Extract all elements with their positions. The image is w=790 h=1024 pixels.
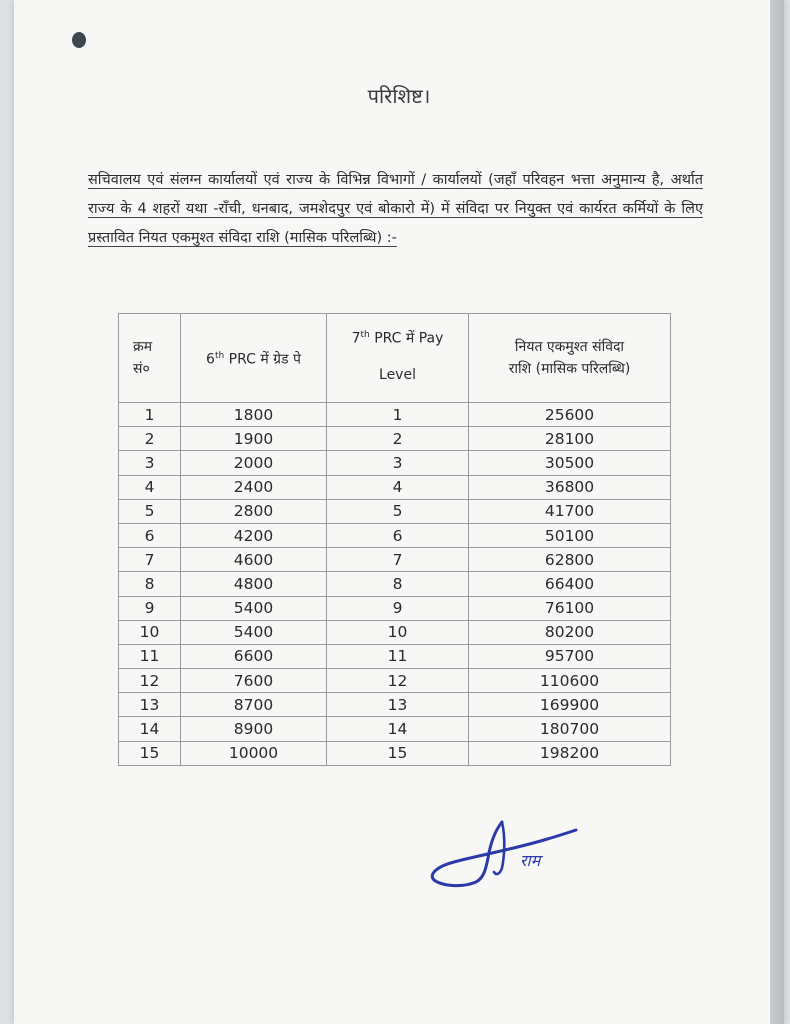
signature-text: राम [520,851,541,870]
table-row [119,499,671,523]
cell-amount: 36800 [469,475,671,499]
header-amount [469,314,671,403]
table-row [119,572,671,596]
cell-pay-level: 9 [327,596,469,620]
cell-amount: 198200 [469,741,671,765]
cell-pay-level: 10 [327,620,469,644]
cell-serial: 1 [119,403,181,427]
cell-grade-pay: 2000 [181,451,327,475]
cell-pay-level: 15 [327,741,469,765]
cell-serial: 14 [119,717,181,741]
cell-pay-level: 4 [327,475,469,499]
cell-pay-level: 6 [327,523,469,547]
header-grade-prefix: 6 [206,351,215,368]
punch-hole [72,32,86,48]
header-serial-line2: सं० [133,361,150,377]
cell-amount: 28100 [469,427,671,451]
cell-grade-pay: 8900 [181,717,327,741]
cell-pay-level: 12 [327,669,469,693]
intro-text: सचिवालय एवं संलग्न कार्यालयों एवं राज्य के विभिन्न विभागों / कार्यालयों (जहाँ परिवहन भत्ता अनुमान्य है, अर्थात राज्य के 4 शहरों यथा -राँची, धनबाद, जमशेदपुर एवं बोकारो में) में संविदा पर नियुक्त एवं कार्यरत कर्मियों के लिए प्रस्तावित नियत एकमुश्त संविदा राशि (मासिक परिलब्धि) :- [88,172,703,246]
cell-serial: 2 [119,427,181,451]
table-row [119,693,671,717]
table-row [119,548,671,572]
cell-grade-pay: 5400 [181,596,327,620]
cell-serial: 12 [119,669,181,693]
cell-pay-level: 7 [327,548,469,572]
header-grade-suffix: PRC में ग्रेड पे [224,351,301,368]
header-amount-line2: राशि (मासिक परिलब्धि) [508,361,631,377]
cell-grade-pay: 4200 [181,523,327,547]
header-amount-line1: नियत एकमुश्त संविदा [514,339,625,355]
table-row [119,475,671,499]
cell-pay-level: 11 [327,644,469,668]
cell-pay-level: 3 [327,451,469,475]
page-edge [770,0,784,1024]
signature [424,810,594,900]
header-grade-sup: th [214,351,225,362]
cell-amount: 50100 [469,523,671,547]
cell-serial: 15 [119,741,181,765]
table-row [119,741,671,765]
cell-pay-level: 8 [327,572,469,596]
table-row [119,427,671,451]
cell-amount: 41700 [469,499,671,523]
header-serial [119,314,181,403]
header-level-prefix: 7 [351,330,361,347]
table-header-row [119,314,671,403]
cell-pay-level: 13 [327,693,469,717]
cell-amount: 169900 [469,693,671,717]
cell-amount: 66400 [469,572,671,596]
cell-amount: 180700 [469,717,671,741]
cell-serial: 13 [119,693,181,717]
cell-grade-pay: 1900 [181,427,327,451]
table-row [119,451,671,475]
cell-pay-level: 1 [327,403,469,427]
cell-serial: 9 [119,596,181,620]
cell-serial: 10 [119,620,181,644]
header-level-line2: Level [379,366,416,383]
page-title: परिशिष्ट। [367,84,431,108]
cell-grade-pay: 10000 [181,741,327,765]
cell-grade-pay: 8700 [181,693,327,717]
cell-serial: 8 [119,572,181,596]
cell-amount: 80200 [469,620,671,644]
cell-serial: 7 [119,548,181,572]
cell-amount: 110600 [469,669,671,693]
cell-amount: 76100 [469,596,671,620]
document-page [14,0,784,1024]
table-row [119,644,671,668]
cell-amount: 62800 [469,548,671,572]
header-level-suffix: PRC में Pay [369,330,444,347]
cell-grade-pay: 4800 [181,572,327,596]
header-serial-line1: क्रम [133,339,153,355]
cell-grade-pay: 5400 [181,620,327,644]
header-grade-pay [181,314,327,403]
table-row [119,620,671,644]
cell-grade-pay: 2800 [181,499,327,523]
cell-amount: 95700 [469,644,671,668]
cell-grade-pay: 2400 [181,475,327,499]
cell-grade-pay: 4600 [181,548,327,572]
intro-paragraph [88,166,703,253]
cell-grade-pay: 1800 [181,403,327,427]
cell-serial: 5 [119,499,181,523]
header-pay-level [327,314,469,403]
table-row [119,669,671,693]
header-level-sup: th [360,330,370,340]
table-row [119,596,671,620]
cell-serial: 4 [119,475,181,499]
cell-grade-pay: 6600 [181,644,327,668]
table-row [119,717,671,741]
cell-amount: 30500 [469,451,671,475]
cell-amount: 25600 [469,403,671,427]
cell-serial: 3 [119,451,181,475]
table-body [119,403,671,766]
cell-serial: 6 [119,523,181,547]
cell-pay-level: 2 [327,427,469,451]
pay-table [118,313,671,766]
table-row [119,403,671,427]
cell-grade-pay: 7600 [181,669,327,693]
cell-pay-level: 5 [327,499,469,523]
table-row [119,523,671,547]
cell-serial: 11 [119,644,181,668]
cell-pay-level: 14 [327,717,469,741]
